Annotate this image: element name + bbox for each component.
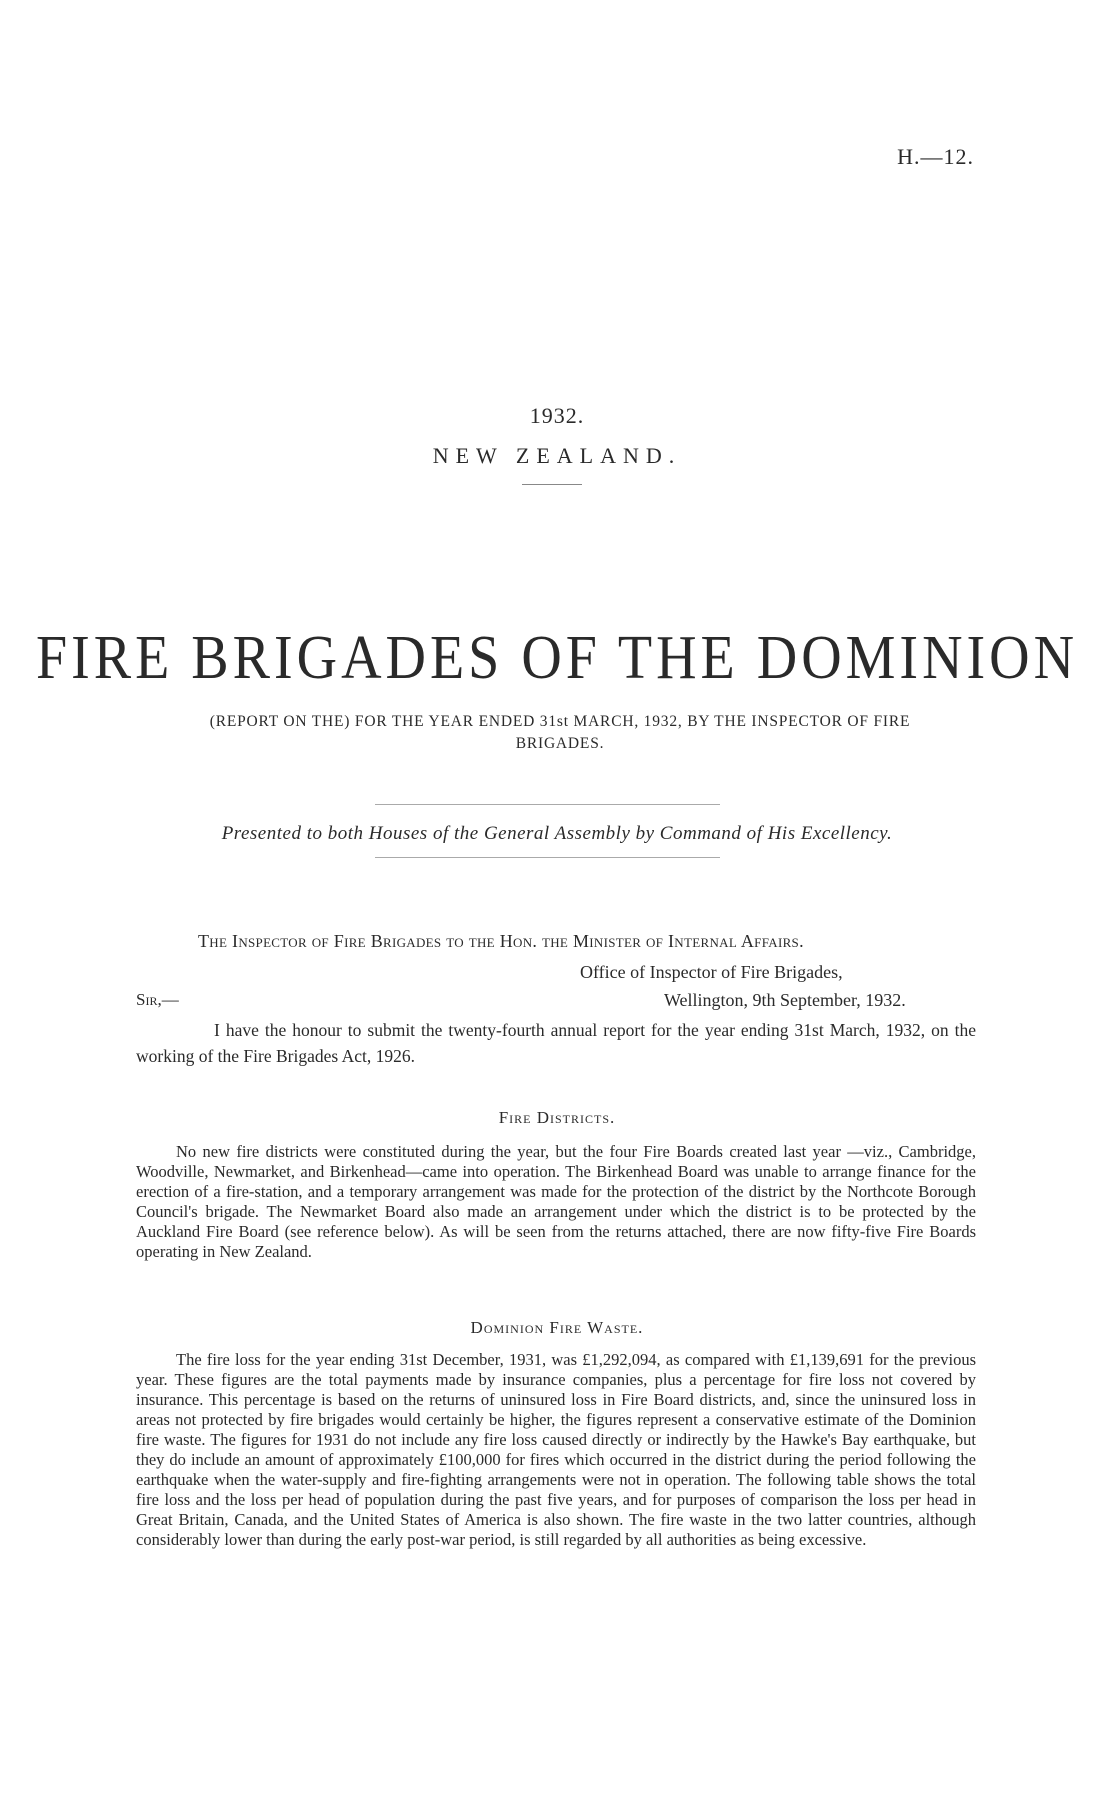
place-date: Wellington, 9th September, 1932.: [664, 990, 906, 1010]
intro-text: I have the honour to submit the twenty-fourth annual report for the year ending 31st March, 1932, on the working of the Fire Brigades Act, 1926.: [136, 1020, 976, 1066]
report-year: 1932.: [529, 403, 585, 428]
letter-address-line: The Inspector of Fire Brigades to the Hon. the Minister of Internal Affairs.: [198, 931, 804, 951]
presented-line: Presented to both Houses of the General Assembly by Command of His Excellency.: [221, 823, 893, 844]
divider-bottom: [375, 857, 720, 858]
section-heading-fire-waste: Dominion Fire Waste.: [470, 1318, 644, 1337]
report-title: FIRE BRIGADES OF THE DOMINION: [35, 623, 1079, 693]
section-heading-fire-districts: Fire Districts.: [498, 1108, 616, 1127]
divider-top: [375, 804, 720, 805]
country-name: NEW ZEALAND.: [432, 443, 682, 468]
intro-paragraph: [136, 1017, 976, 1069]
office-name: Office of Inspector of Fire Brigades,: [580, 962, 843, 982]
section-body-fire-waste: [136, 1350, 976, 1550]
divider-short: [522, 484, 582, 485]
paragraph-text: No new fire districts were constituted during the year, but the four Fire Boards created last year —viz., Cambridge, Woodville, Newmarket, and Birkenhead—came into operation. The Birkenhead Board was unable to arrange finance for the erection of a fire-station, and a temporary arrangement was made for the protection of the district by the Northcote Borough Council's brigade. The Newmarket Board also made an arrangement under which the district is to be protected by the Auckland Fire Board (see reference below). As will be seen from the returns attached, there are now fifty-five Fire Boards operating in New Zealand.: [136, 1142, 976, 1261]
report-subtitle: (REPORT ON THE) FOR THE YEAR ENDED 31st MARCH, 1932, BY THE INSPECTOR OF FIRE BRIGADES.: [209, 713, 911, 752]
section-body-fire-districts: [136, 1142, 976, 1262]
paragraph-text: The fire loss for the year ending 31st December, 1931, was £1,292,094, as compared with £1,139,691 for the previous year. These figures are the total payments made by insurance companies, plus a percentage for fire loss not covered by insurance. This percentage is based on the returns of uninsured loss in Fire Board districts, and, since the uninsured loss in areas not protected by fire brigades would certainly be higher, the figures represent a conservative estimate of the Dominion fire waste. The figures for 1931 do not include any fire loss caused directly or indirectly by the Hawke's Bay earthquake, but they do include an amount of approximately £100,000 for fires which occurred in the district during the period following the earthquake when the water-supply and fire-fighting arrangements were not in operation. The following table shows the total fire loss and the loss per head of population during the past five years, and for purposes of comparison the loss per head in Great Britain, Canada, and the United States of America is also shown. The fire waste in the two latter countries, although considerably lower than during the early post-war period, is still regarded by all authorities as being excessive.: [136, 1350, 976, 1549]
document-reference: H.—12.: [897, 144, 974, 169]
salutation: Sir,—: [136, 990, 179, 1009]
